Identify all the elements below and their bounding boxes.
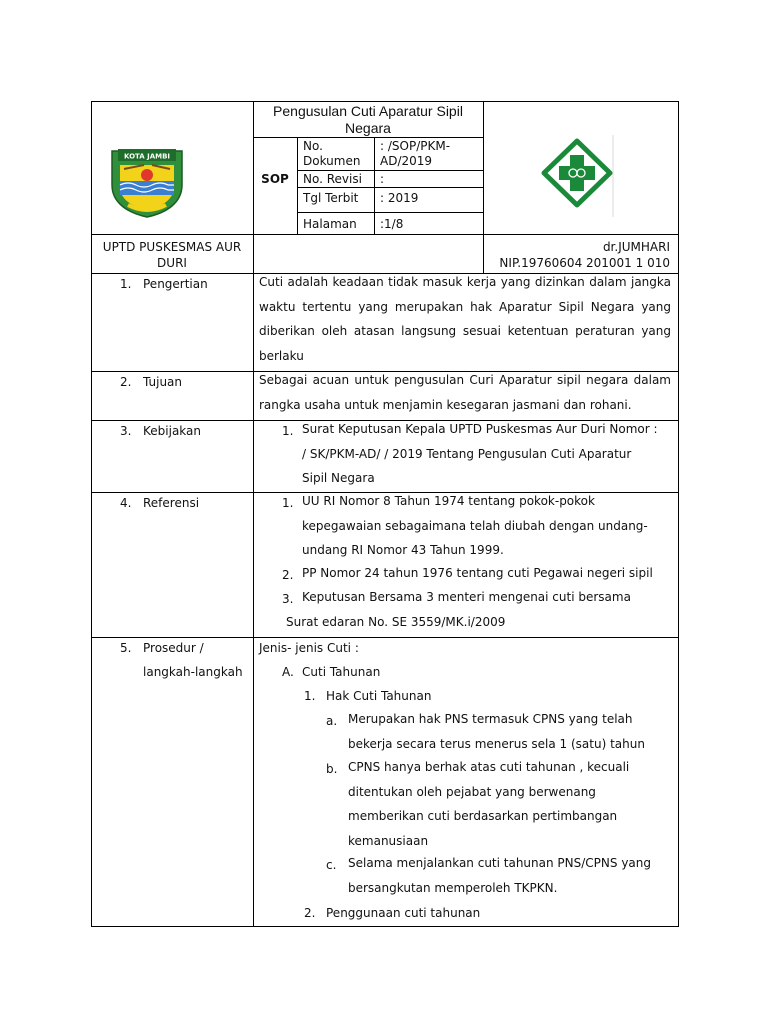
text-line: PP Nomor 24 tahun 1976 tentang cuti Pegawai negeri sipil (302, 566, 653, 580)
section-label-prosedur: Prosedur / (143, 641, 204, 655)
text-line: Sipil Negara (302, 471, 375, 485)
text-line: kemanusiaan (348, 833, 429, 848)
list-item (302, 561, 653, 586)
list-number: 1. (304, 689, 316, 703)
list-number: 1. (282, 496, 294, 510)
signer-nip: NIP.19760604 201001 1 010 (499, 256, 670, 270)
section-number: 4. (120, 496, 132, 510)
text-line: UU RI Nomor 8 Tahun 1974 tentang pokok-pokok (302, 494, 595, 508)
field-value-tgl-terbit: : 2019 (380, 191, 419, 205)
text-line: bekerja secara terus menerus sela 1 (satu) tahun (348, 736, 645, 751)
list-item (348, 707, 645, 756)
section-number: 1. (120, 277, 132, 291)
list-letter: A. (282, 665, 294, 679)
field-label-tgl-terbit: Tgl Terbit (303, 191, 359, 205)
divider (374, 137, 375, 234)
document-title: Pengusulan Cuti Aparatur Sipil Negara (273, 103, 463, 136)
list-letter: a. (326, 714, 338, 728)
field-label-no-revisi: No. Revisi (303, 172, 362, 186)
divider (297, 187, 483, 188)
section-number: 3. (120, 424, 132, 438)
divider (91, 234, 679, 235)
text-line: CPNS hanya berhak atas cuti tahunan , kecuali (348, 760, 630, 774)
list-item (348, 851, 651, 900)
sop-label: SOP (261, 172, 289, 186)
text-line: Cuti adalah keadaan tidak masuk kerja yang dizinkan dalam jangka (259, 275, 671, 289)
field-value-no-revisi: : (380, 172, 385, 186)
list-number: 1. (282, 424, 294, 438)
list-letter: c. (326, 858, 337, 872)
divider (297, 137, 298, 234)
field-label-no-dokumen: No. Dokumen (303, 139, 361, 168)
divider (91, 637, 679, 638)
section-label-pengertian: Pengertian (143, 277, 208, 291)
text-line: waktu tertentu yang merupakan hak Aparatur Sipil Negara yang (259, 299, 671, 314)
section-label-prosedur-2: langkah-langkah (143, 665, 243, 679)
text-line: berlaku (259, 348, 304, 363)
svg-text:KOTA JAMBI: KOTA JAMBI (123, 152, 171, 161)
list-number: 3. (282, 592, 294, 606)
section-number: 5. (120, 641, 132, 655)
section-label-referensi: Referensi (143, 496, 200, 510)
text-line: ditentukan oleh pejabat yang berwenang (348, 784, 596, 799)
table-border-top (91, 101, 679, 102)
divider (253, 137, 483, 138)
section-body-tujuan (259, 368, 671, 417)
puskesmas-logo (540, 135, 614, 217)
institution-name: UPTD PUSKESMAS AUR DURI (102, 240, 242, 270)
text-line: Keputusan Bersama 3 menteri mengenai cuti bersama (302, 590, 631, 604)
list-item (348, 755, 629, 853)
section-label-kebijakan: Kebijakan (143, 424, 201, 438)
text-line: Surat Keputusan Kepala UPTD Puskesmas Aur Duri Nomor : (302, 422, 658, 436)
text-line: diberikan oleh atasan langsung sesuai ketentuan peraturan yang (259, 324, 671, 338)
section-label-tujuan: Tujuan (143, 375, 183, 389)
text-line: bersangkutan memperoleh TKPKN. (348, 880, 558, 895)
list-item-continuation (286, 610, 505, 635)
section-body-kebijakan (302, 417, 658, 491)
subheading-cuti-tahunan: Cuti Tahunan (302, 665, 381, 679)
divider (297, 212, 483, 213)
section-body-pengertian (259, 270, 671, 368)
text-line: Selama menjalankan cuti tahunan PNS/CPNS yang (348, 856, 651, 870)
text-line: kepegawaian sebagaimana telah diubah dengan undang- (302, 518, 648, 533)
text-line: undang RI Nomor 43 Tahun 1999. (302, 543, 504, 557)
signer-name: dr.JUMHARI (602, 240, 670, 254)
text-line: memberikan cuti berdasarkan pertimbangan (348, 809, 618, 823)
list-number: 2. (282, 568, 294, 582)
text-line: Sebagai acuan untuk pengusulan Curi Aparatur sipil negara dalam (259, 373, 671, 387)
field-value-halaman: :1/8 (380, 217, 404, 231)
list-number: 2. (304, 906, 316, 920)
list-item (302, 585, 631, 610)
field-label-halaman: Halaman (303, 217, 357, 231)
table-border-right (678, 101, 679, 927)
list-letter: b. (326, 762, 338, 776)
subheading-hak-cuti: Hak Cuti Tahunan (326, 689, 432, 703)
field-value-no-dokumen: : /SOP/PKM-AD/2019 (380, 139, 451, 168)
table-border-left (91, 101, 92, 927)
section-number: 2. (120, 375, 132, 389)
text-line: Surat edaran No. SE 3559/MK.i/2009 (286, 615, 506, 629)
divider (297, 170, 483, 171)
procedure-intro: Jenis- jenis Cuti : (259, 641, 359, 655)
text-line: Merupakan hak PNS termasuk CPNS yang telah (348, 712, 633, 726)
list-item (302, 489, 648, 563)
subheading-penggunaan: Penggunaan cuti tahunan (326, 906, 481, 920)
text-line: / SK/PKM-AD/ / 2019 Tentang Pengusulan Cuti Aparatur (302, 446, 632, 461)
text-line: rangka usaha untuk menjamin kesegaran jasmani dan rohani. (259, 397, 632, 412)
kota-jambi-logo (108, 145, 186, 219)
table-border-bottom (91, 926, 679, 927)
